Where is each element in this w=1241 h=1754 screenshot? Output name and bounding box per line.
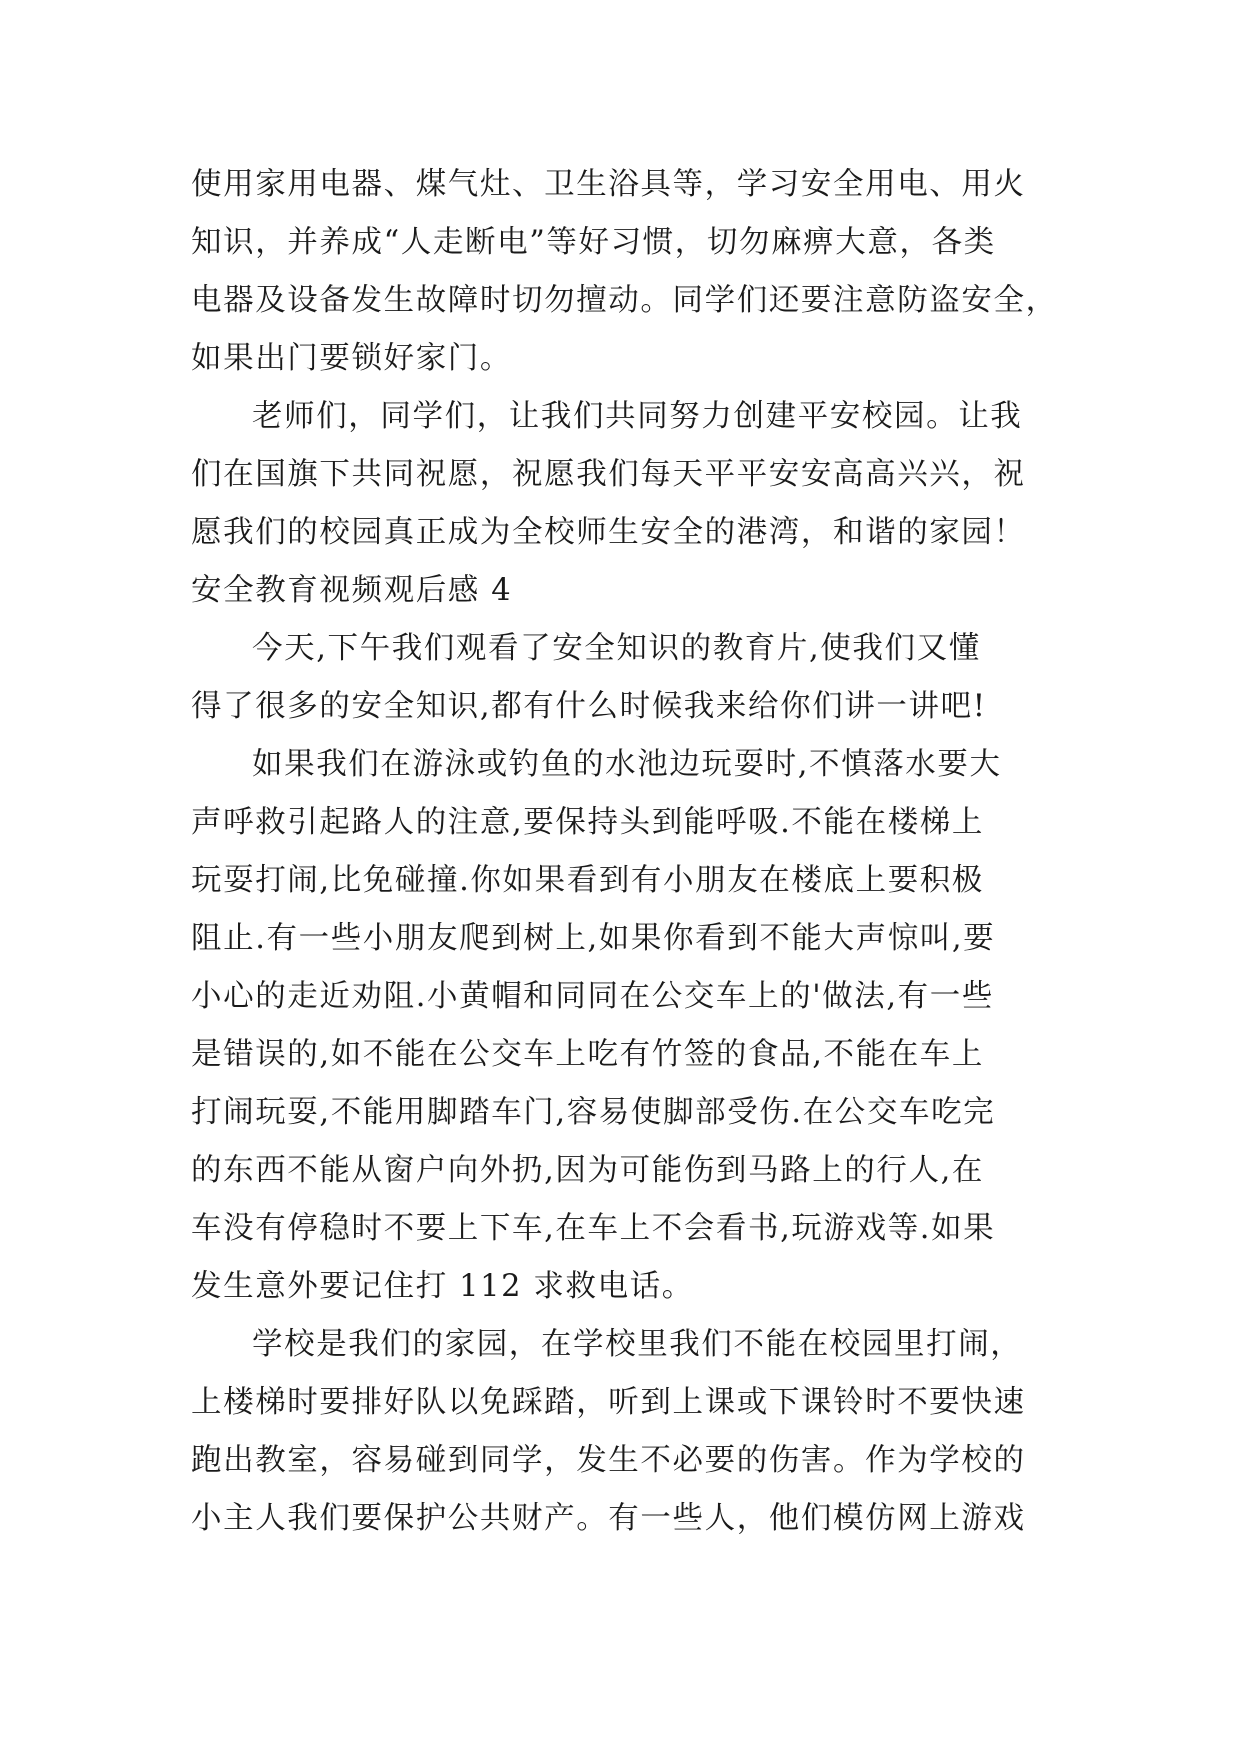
paragraph-first-line: 学校是我们的家园，在学校里我们不能在校园里打闹， (252, 1327, 1023, 1362)
section-heading: 安全教育视频观后感 4 (191, 573, 513, 608)
document-body (191, 156, 1091, 1548)
text-line: 电器及设备发生故障时切勿擅动。同学们还要注意防盗安全， (191, 283, 1058, 318)
text-line: 知识，并养成“人走断电”等好习惯，切勿麻痹大意，各类 (191, 225, 996, 260)
text-line: 阻止.有一些小朋友爬到树上,如果你看到不能大声惊叫,要 (191, 921, 996, 956)
text-line: 们在国旗下共同祝愿，祝愿我们每天平平安安高高兴兴，祝 (191, 457, 1026, 492)
text-line: 小主人我们要保护公共财产。有一些人，他们模仿网上游戏 (191, 1501, 1026, 1536)
text-line: 打闹玩耍,不能用脚踏车门,容易使脚部受伤.在公交车吃完 (191, 1095, 996, 1130)
text-line: 跑出教室，容易碰到同学，发生不必要的伤害。作为学校的 (191, 1443, 1026, 1478)
paragraph-first-line: 今天,下午我们观看了安全知识的教育片,使我们又懂 (252, 631, 981, 666)
text-line: 发生意外要记住打 112 求救电话。 (191, 1269, 694, 1304)
text-line: 如果出门要锁好家门。 (191, 341, 512, 376)
text-line: 的东西不能从窗户向外扔,因为可能伤到马路上的行人,在 (191, 1153, 984, 1188)
text-line: 小心的走近劝阻.小黄帽和同同在公交车上的'做法,有一些 (191, 979, 994, 1014)
text-line: 上楼梯时要排好队以免踩踏，听到上课或下课铃时不要快速 (191, 1385, 1026, 1420)
text-line: 使用家用电器、煤气灶、卫生浴具等，学习安全用电、用火 (191, 167, 1026, 202)
text-line: 声呼救引起路人的注意,要保持头到能呼吸.不能在楼梯上 (191, 805, 984, 840)
text-line: 愿我们的校园真正成为全校师生安全的港湾，和谐的家园！ (191, 515, 1026, 550)
paragraph-first-line: 老师们，同学们，让我们共同努力创建平安校园。让我 (252, 399, 1023, 434)
text-line: 得了很多的安全知识,都有什么时候我来给你们讲一讲吧! (191, 689, 987, 724)
text-line: 玩耍打闹,比免碰撞.你如果看到有小朋友在楼底上要积极 (191, 863, 984, 898)
text-line: 是错误的,如不能在公交车上吃有竹签的食品,不能在车上 (191, 1037, 984, 1072)
paragraph-first-line: 如果我们在游泳或钓鱼的水池边玩耍时,不慎落水要大 (252, 747, 1002, 782)
text-line: 车没有停稳时不要上下车,在车上不会看书,玩游戏等.如果 (191, 1211, 996, 1246)
